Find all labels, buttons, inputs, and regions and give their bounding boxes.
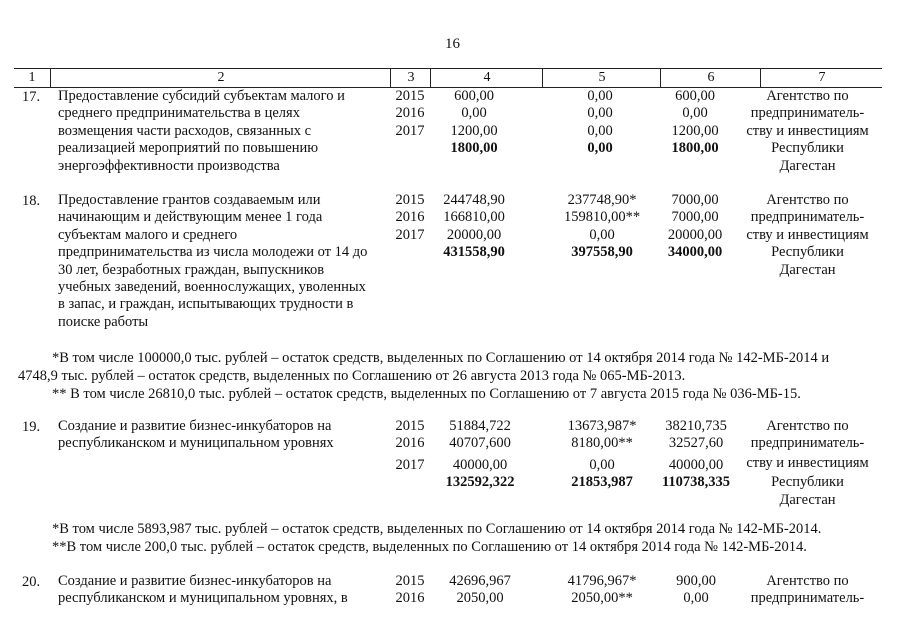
year: 2016 — [395, 590, 425, 607]
total-value: 0,00 — [587, 140, 613, 157]
year: 2015 — [395, 418, 425, 434]
value: 0,00 — [589, 226, 615, 243]
header-col-1: 1 — [28, 70, 36, 85]
row-number: 18. — [22, 193, 41, 209]
desc-line: среднего предпринимательства в целях — [58, 105, 300, 122]
header-col-4: 4 — [430, 69, 543, 87]
agency-line: Агентство по — [766, 192, 849, 208]
agency-line: Агентство по — [766, 88, 849, 104]
value: 159810,00** — [563, 209, 641, 226]
agency-line: ству и инвестициям — [746, 226, 869, 243]
col6-values — [650, 573, 742, 608]
footnote: *В том числе 100000,0 тыс. рублей – остаток средств, выделенных по Соглашению от 14 октября 2014 года № 142-МБ-2014 и — [52, 350, 830, 366]
row-agency — [735, 88, 880, 175]
desc-line: республиканском и муниципальном уровнях, в — [58, 590, 348, 607]
col4-values — [430, 88, 518, 158]
agency-line: Республики — [771, 474, 844, 491]
value: 20000,00 — [446, 226, 502, 243]
row-years — [385, 573, 435, 608]
value: 2050,00 — [456, 590, 504, 607]
value: 2050,00** — [571, 590, 633, 607]
agency-line: Дагестан — [779, 261, 836, 278]
desc-line: возмещения части расходов, связанных с — [58, 122, 312, 139]
value: 900,00 — [676, 573, 716, 589]
table-header-row — [14, 68, 882, 88]
total-value: 397558,90 — [571, 244, 633, 261]
header-col-6: 6 — [660, 69, 761, 87]
agency-line: ству и инвестициям — [746, 122, 869, 139]
agency-line: Дагестан — [779, 157, 836, 174]
col5-values — [550, 192, 654, 262]
col6-values — [650, 418, 742, 492]
agency-line: Республики — [771, 140, 844, 157]
header-col-7: 7 — [760, 69, 883, 87]
total-value: 1800,00 — [671, 140, 719, 157]
total-value: 132592,322 — [445, 474, 515, 491]
desc-line: 30 лет, безработных граждан, выпускников — [58, 261, 325, 278]
desc-line: предпринимательства из числа молодежи от 14 до — [58, 244, 368, 261]
row-years — [385, 192, 435, 244]
row-number: 20. — [22, 574, 41, 590]
value: 1200,00 — [450, 122, 498, 139]
desc-line: поиске работы — [58, 313, 149, 330]
row-agency — [735, 192, 880, 279]
row-years — [385, 418, 435, 474]
col4-values — [430, 418, 530, 492]
page-number: 16 — [445, 36, 460, 52]
year: 2015 — [395, 192, 425, 208]
value: 166810,00 — [443, 209, 505, 226]
year: 2015 — [395, 573, 425, 589]
footnote: *В том числе 5893,987 тыс. рублей – остаток средств, выделенных по Соглашению от 14 октября 2014 года № 142-МБ-2014. — [52, 521, 822, 537]
value: 0,00 — [461, 105, 487, 122]
row-number: 19. — [22, 419, 41, 435]
row-description — [58, 573, 388, 608]
value: 40000,00 — [452, 456, 508, 473]
value: 244748,90 — [443, 192, 505, 208]
desc-line: Создание и развитие бизнес-инкубаторов на — [58, 573, 332, 589]
value: 40707,600 — [449, 435, 511, 452]
year: 2017 — [395, 456, 425, 473]
desc-line: начинающим и действующим менее 1 года — [58, 209, 323, 226]
year: 2016 — [395, 105, 425, 122]
row-agency — [735, 418, 880, 509]
total-value: 34000,00 — [667, 244, 723, 261]
value: 0,00 — [587, 122, 613, 139]
col6-values — [655, 192, 735, 262]
value: 7000,00 — [671, 192, 719, 208]
desc-line: энергоэффективности производства — [58, 157, 280, 174]
value: 0,00 — [587, 88, 613, 104]
value: 7000,00 — [671, 209, 719, 226]
value: 51884,722 — [449, 418, 511, 434]
header-col-2: 2 — [50, 69, 391, 87]
header-col-5: 5 — [542, 69, 661, 87]
year: 2016 — [395, 435, 425, 452]
row-years — [385, 88, 435, 140]
value: 42696,967 — [449, 573, 511, 589]
header-col-3: 3 — [390, 69, 431, 87]
value: 237748,90* — [567, 192, 637, 208]
desc-line: в запас, и граждан, испытывающих трудности в — [58, 296, 354, 313]
year: 2016 — [395, 209, 425, 226]
value: 20000,00 — [667, 226, 723, 243]
value: 40000,00 — [668, 456, 724, 473]
footnotes — [14, 520, 889, 556]
agency-line: Агентство по — [766, 573, 849, 589]
footnotes — [14, 349, 889, 403]
col4-values — [430, 573, 530, 608]
desc-line: реализацией мероприятий по повышению — [58, 140, 319, 157]
total-value: 110738,335 — [661, 474, 731, 491]
agency-line: Республики — [771, 244, 844, 261]
row-description — [58, 418, 388, 453]
desc-line: Предоставление субсидий субъектам малого и — [58, 88, 345, 104]
value: 32527,60 — [668, 435, 724, 452]
col5-values — [555, 88, 645, 158]
desc-line: Предоставление грантов создаваемым или — [58, 192, 321, 208]
year: 2017 — [395, 226, 425, 243]
value: 8180,00** — [571, 435, 633, 452]
row-agency — [735, 573, 880, 608]
desc-line: Создание и развитие бизнес-инкубаторов на — [58, 418, 332, 434]
total-value: 21853,987 — [571, 474, 633, 491]
col5-values — [550, 418, 654, 492]
footnote: ** В том числе 26810,0 тыс. рублей – остаток средств, выделенных по Соглашению от 7 августа 2015 года № 036-МБ-15. — [52, 386, 801, 402]
agency-line: предприниматель- — [750, 435, 865, 452]
row-description — [58, 88, 388, 175]
agency-line: предприниматель- — [750, 209, 865, 226]
desc-line: учебных заведений, военнослужащих, уволенных — [58, 279, 366, 296]
value: 0,00 — [589, 456, 615, 473]
value: 1200,00 — [671, 122, 719, 139]
footnote: **В том числе 200,0 тыс. рублей – остаток средств, выделенных по Соглашению от 14 октября 2014 года № 142-МБ-2014. — [52, 539, 807, 555]
value: 0,00 — [683, 590, 709, 607]
agency-line: ству и инвестициям — [746, 454, 869, 471]
desc-line: субъектам малого и среднего — [58, 226, 238, 243]
agency-line: Агентство по — [766, 418, 849, 434]
row-number: 17. — [22, 89, 41, 105]
value: 0,00 — [682, 105, 708, 122]
total-value: 431558,90 — [443, 244, 505, 261]
value: 600,00 — [454, 88, 494, 104]
value: 0,00 — [587, 105, 613, 122]
col5-values — [550, 573, 654, 608]
value: 600,00 — [675, 88, 715, 104]
value: 13673,987* — [567, 418, 637, 434]
footnote: 4748,9 тыс. рублей – остаток средств, выделенных по Соглашению от 26 августа 2013 года № 065-МБ-2013. — [18, 368, 686, 384]
agency-line: Дагестан — [779, 491, 836, 508]
year: 2015 — [395, 88, 425, 104]
row-description — [58, 192, 388, 331]
total-value: 1800,00 — [450, 140, 498, 157]
year: 2017 — [395, 122, 425, 139]
desc-line: республиканском и муниципальном уровнях — [58, 435, 334, 452]
value: 41796,967* — [567, 573, 637, 589]
col4-values — [430, 192, 518, 262]
agency-line: предприниматель- — [750, 590, 865, 607]
col6-values — [655, 88, 735, 158]
agency-line: предприниматель- — [750, 105, 865, 122]
value: 38210,735 — [665, 418, 727, 434]
